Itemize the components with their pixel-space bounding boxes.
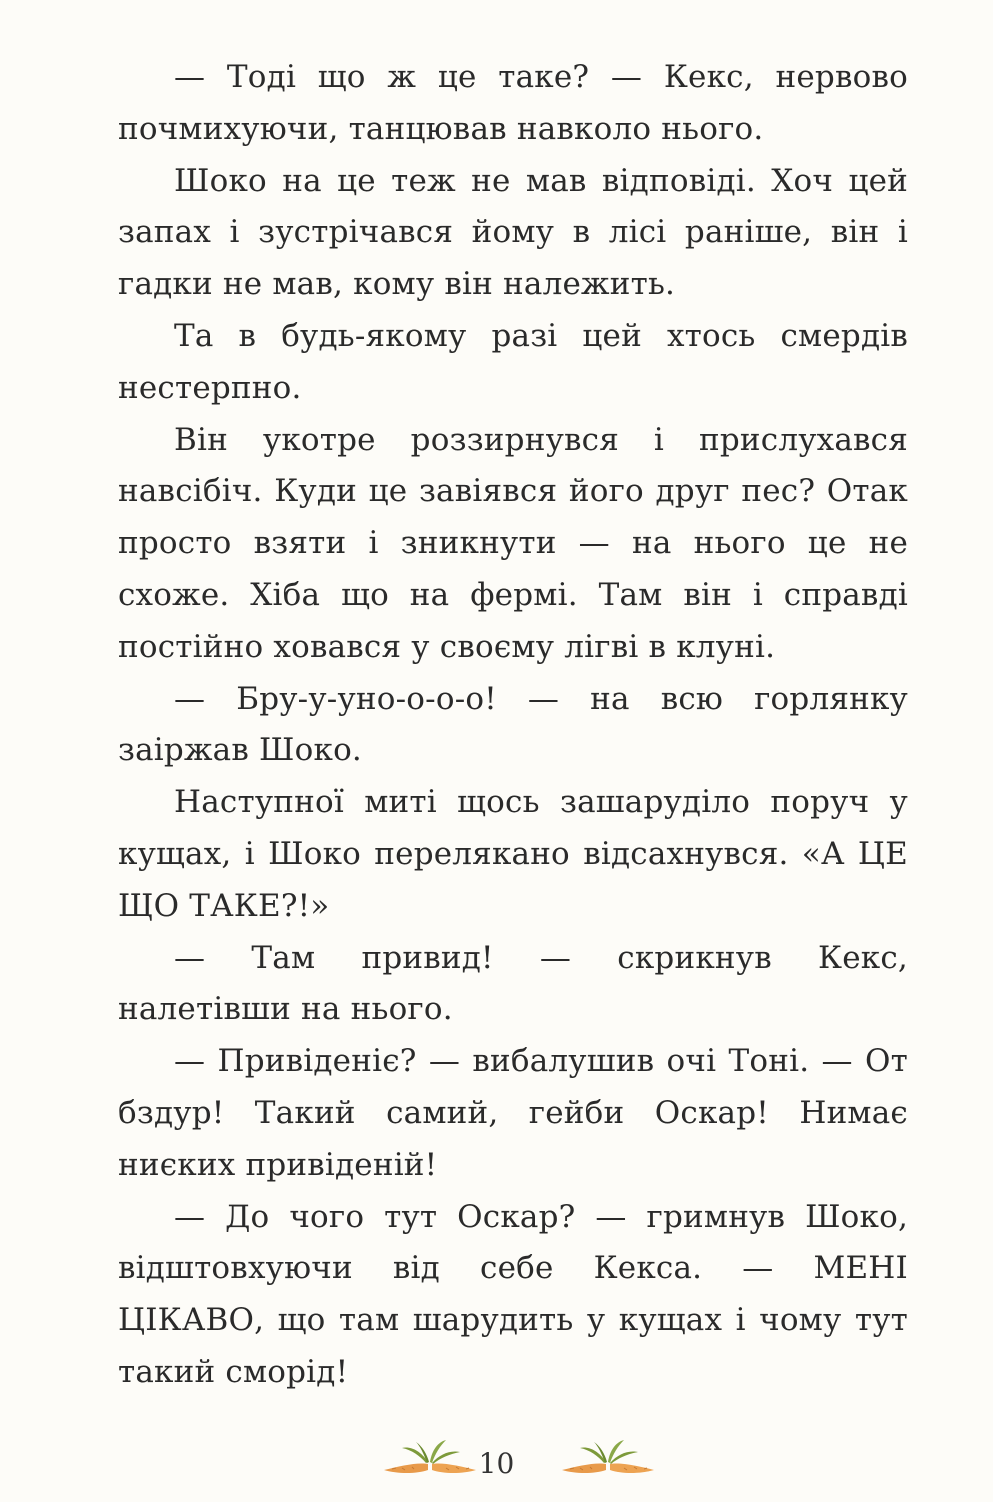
paragraph: Та в будь-якому разі цей хтось смердів нестерпно. — [118, 317, 908, 406]
paragraph: Він укотре роззирнувся і прислухався навсібіч. Куди це завіявся його друг пес? Отак просто взяти і зникнути — на нього це не схоже. Хіба що на фермі. Там він і справді постійно ховався у своєму лігві в клуні. — [118, 421, 908, 665]
paragraph: — Тоді що ж це таке? — Кекс, нервово почмихуючи, танцював навколо нього. — [118, 59, 908, 147]
page-footer — [0, 1442, 993, 1502]
carrot-pair-icon — [558, 1432, 658, 1492]
page-number: 10 — [478, 1447, 515, 1480]
paragraph: — Привіденіє? — вибалушив очі Тоні. — От бздур! Такий самий, гейби Оскар! Нимає ниєких привіденій! — [118, 1043, 908, 1183]
paragraph: Шоко на це теж не мав відповіді. Хоч цей запах і зустрічався йому в лісі раніше, він і гадки не мав, кому він належить. — [118, 162, 908, 303]
paragraph: — Бру-у-уно-о-о-о! — на всю горлянку заіржав Шоко. — [118, 680, 908, 769]
paragraph: — Там привид! — скрикнув Кекс, налетівши на нього. — [118, 939, 908, 1028]
paragraph: — До чого тут Оскар? — гримнув Шоко, відштовхуючи від себе Кекса. — МЕНІ ЦІКАВО, що там шарудить у кущах і чому тут такий сморід! — [118, 1198, 908, 1390]
paragraph: Наступної миті щось зашаруділо поруч у кущах, і Шоко перелякано відсахнувся. «А ЦЕ ЩО ТАКЕ?!» — [118, 784, 908, 924]
page-body — [118, 52, 908, 1399]
